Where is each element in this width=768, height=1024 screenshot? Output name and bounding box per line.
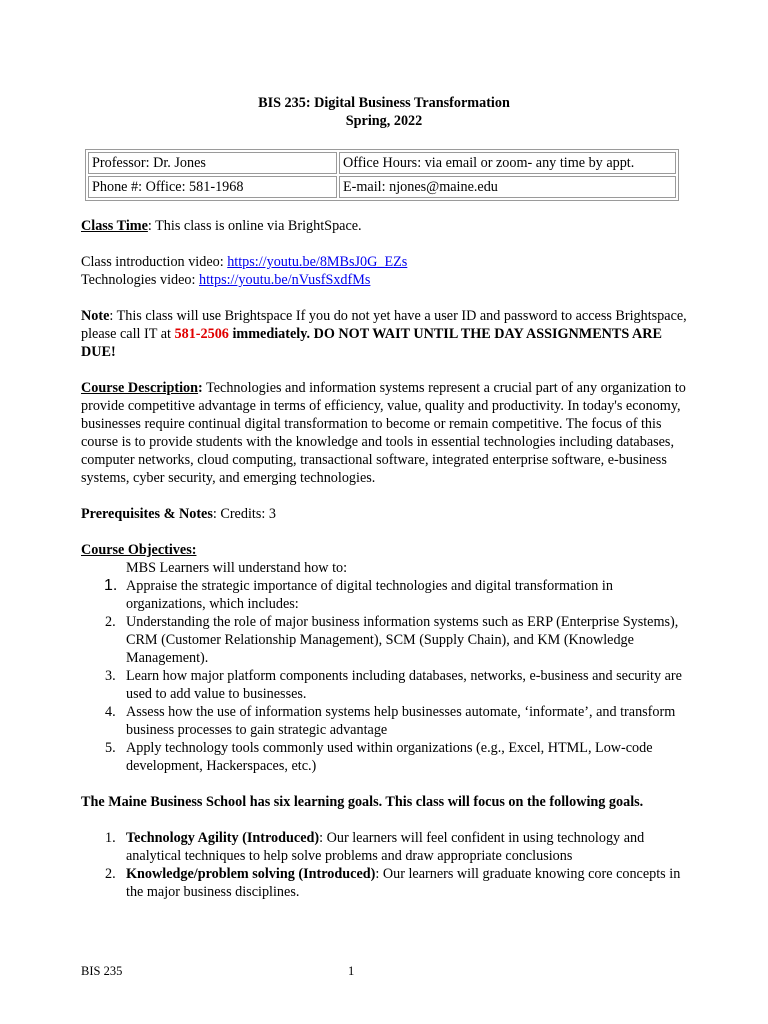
objective-text: Learn how major platform components including databases, networks, e-business and security are used to add value to businesses. [126, 668, 682, 702]
list-item [81, 613, 687, 667]
course-description-colon: : [198, 380, 203, 396]
list-item [81, 577, 687, 613]
intro-video-label: Class introduction video: [81, 254, 228, 270]
list-number: 2. [105, 866, 116, 882]
learning-goals-list [81, 829, 687, 901]
prerequisites-text: : Credits: 3 [212, 506, 276, 522]
course-description-paragraph [81, 379, 687, 487]
intro-video-line [81, 253, 687, 271]
objective-text: Appraise the strategic importance of digital technologies and digital transformation in organizations, which includes: [126, 578, 613, 612]
objectives-list [81, 577, 687, 775]
phone-cell: Phone #: Office: 581-1968 [88, 176, 337, 198]
instructor-info-table [85, 149, 679, 201]
objectives-intro: MBS Learners will understand how to: [126, 560, 348, 576]
intro-video-link[interactable]: https://youtu.be/8MBsJ0G_EZs [227, 254, 408, 270]
list-item [81, 865, 687, 901]
class-time-paragraph [81, 217, 687, 235]
syllabus-page [81, 94, 687, 901]
list-number: 2. [105, 614, 116, 630]
prerequisites-label: Prerequisites & Notes [81, 506, 213, 522]
note-text: : This class will use Brightspace If you do not yet have a user ID and password to access Brightspace, please call IT at [81, 308, 687, 342]
objective-text: Apply technology tools commonly used within organizations (e.g., Excel, HTML, Low-code development, Hackerspaces, etc.) [126, 740, 653, 774]
course-title: BIS 235: Digital Business Transformation [258, 95, 510, 111]
office-hours-cell: Office Hours: via email or zoom- any time by appt. [339, 152, 676, 174]
list-item [81, 829, 687, 865]
note-label: Note [81, 308, 110, 324]
it-phone-number: 581-2506 [174, 326, 229, 342]
list-number: 1. [105, 830, 116, 846]
objective-text: Understanding the role of major business information systems such as ERP (Enterprise Systems), CRM (Customer Relationship Management), SCM (Supply Chain), and KM (Knowledge Management). [126, 614, 679, 666]
course-description-text: Technologies and information systems represent a crucial part of any organization to provide competitive advantage in terms of efficiency, value, quality and productivity. In today's economy, businesses require continual digital transformation to become or remain competitive. The focus of this course is to provide students with the knowledge and tools in essential technologies including databases, computer networks, cloud computing, transactional software, integrated enterprise software, e-business systems, cyber security, and emerging technologies. [81, 380, 686, 486]
class-time-text: : This class is online via BrightSpace. [147, 218, 362, 234]
note-emphasis: immediately. DO NOT WAIT UNTIL THE DAY ASSIGNMENTS ARE DUE! [81, 326, 662, 360]
goal-label: Knowledge/problem solving (Introduced) [126, 866, 376, 882]
professor-cell: Professor: Dr. Jones [88, 152, 337, 174]
tech-video-label: Technologies video: [81, 272, 199, 288]
objective-text: Assess how the use of information systems help businesses automate, ‘informate’, and transform business processes to gain strategic advantage [126, 704, 676, 738]
list-number: 5. [105, 740, 116, 756]
goal-text: : Our learners will graduate knowing core concepts in the major business disciplines. [126, 866, 681, 900]
document-title [81, 94, 687, 130]
page-number: 1 [348, 964, 355, 978]
list-number: 3. [105, 668, 116, 684]
course-objectives-heading [81, 541, 687, 559]
course-term: Spring, 2022 [345, 113, 423, 129]
course-description-label: Course Description [81, 380, 199, 396]
goal-label: Technology Agility (Introduced) [126, 830, 320, 846]
list-number: 4. [105, 704, 116, 720]
tech-video-link[interactable]: https://youtu.be/nVusfSxdfMs [199, 272, 371, 288]
course-objectives-label: Course Objectives: [81, 542, 197, 558]
list-item [81, 667, 687, 703]
table-row [88, 176, 676, 198]
class-time-label: Class Time [81, 218, 148, 234]
table-row [88, 152, 676, 174]
prerequisites-paragraph [81, 505, 687, 523]
email-cell: E-mail: njones@maine.edu [339, 176, 676, 198]
list-number: 1. [104, 577, 118, 594]
goal-text: : Our learners will feel confident in using technology and analytical techniques to help solve problems and draw appropriate conclusions [126, 830, 645, 864]
list-item [81, 739, 687, 775]
learning-goals-heading: The Maine Business School has six learning goals. This class will focus on the following goals. [81, 794, 644, 810]
tech-video-line [81, 271, 687, 289]
list-item [81, 703, 687, 739]
note-paragraph [81, 307, 687, 361]
footer-course: BIS 235 [81, 964, 123, 978]
